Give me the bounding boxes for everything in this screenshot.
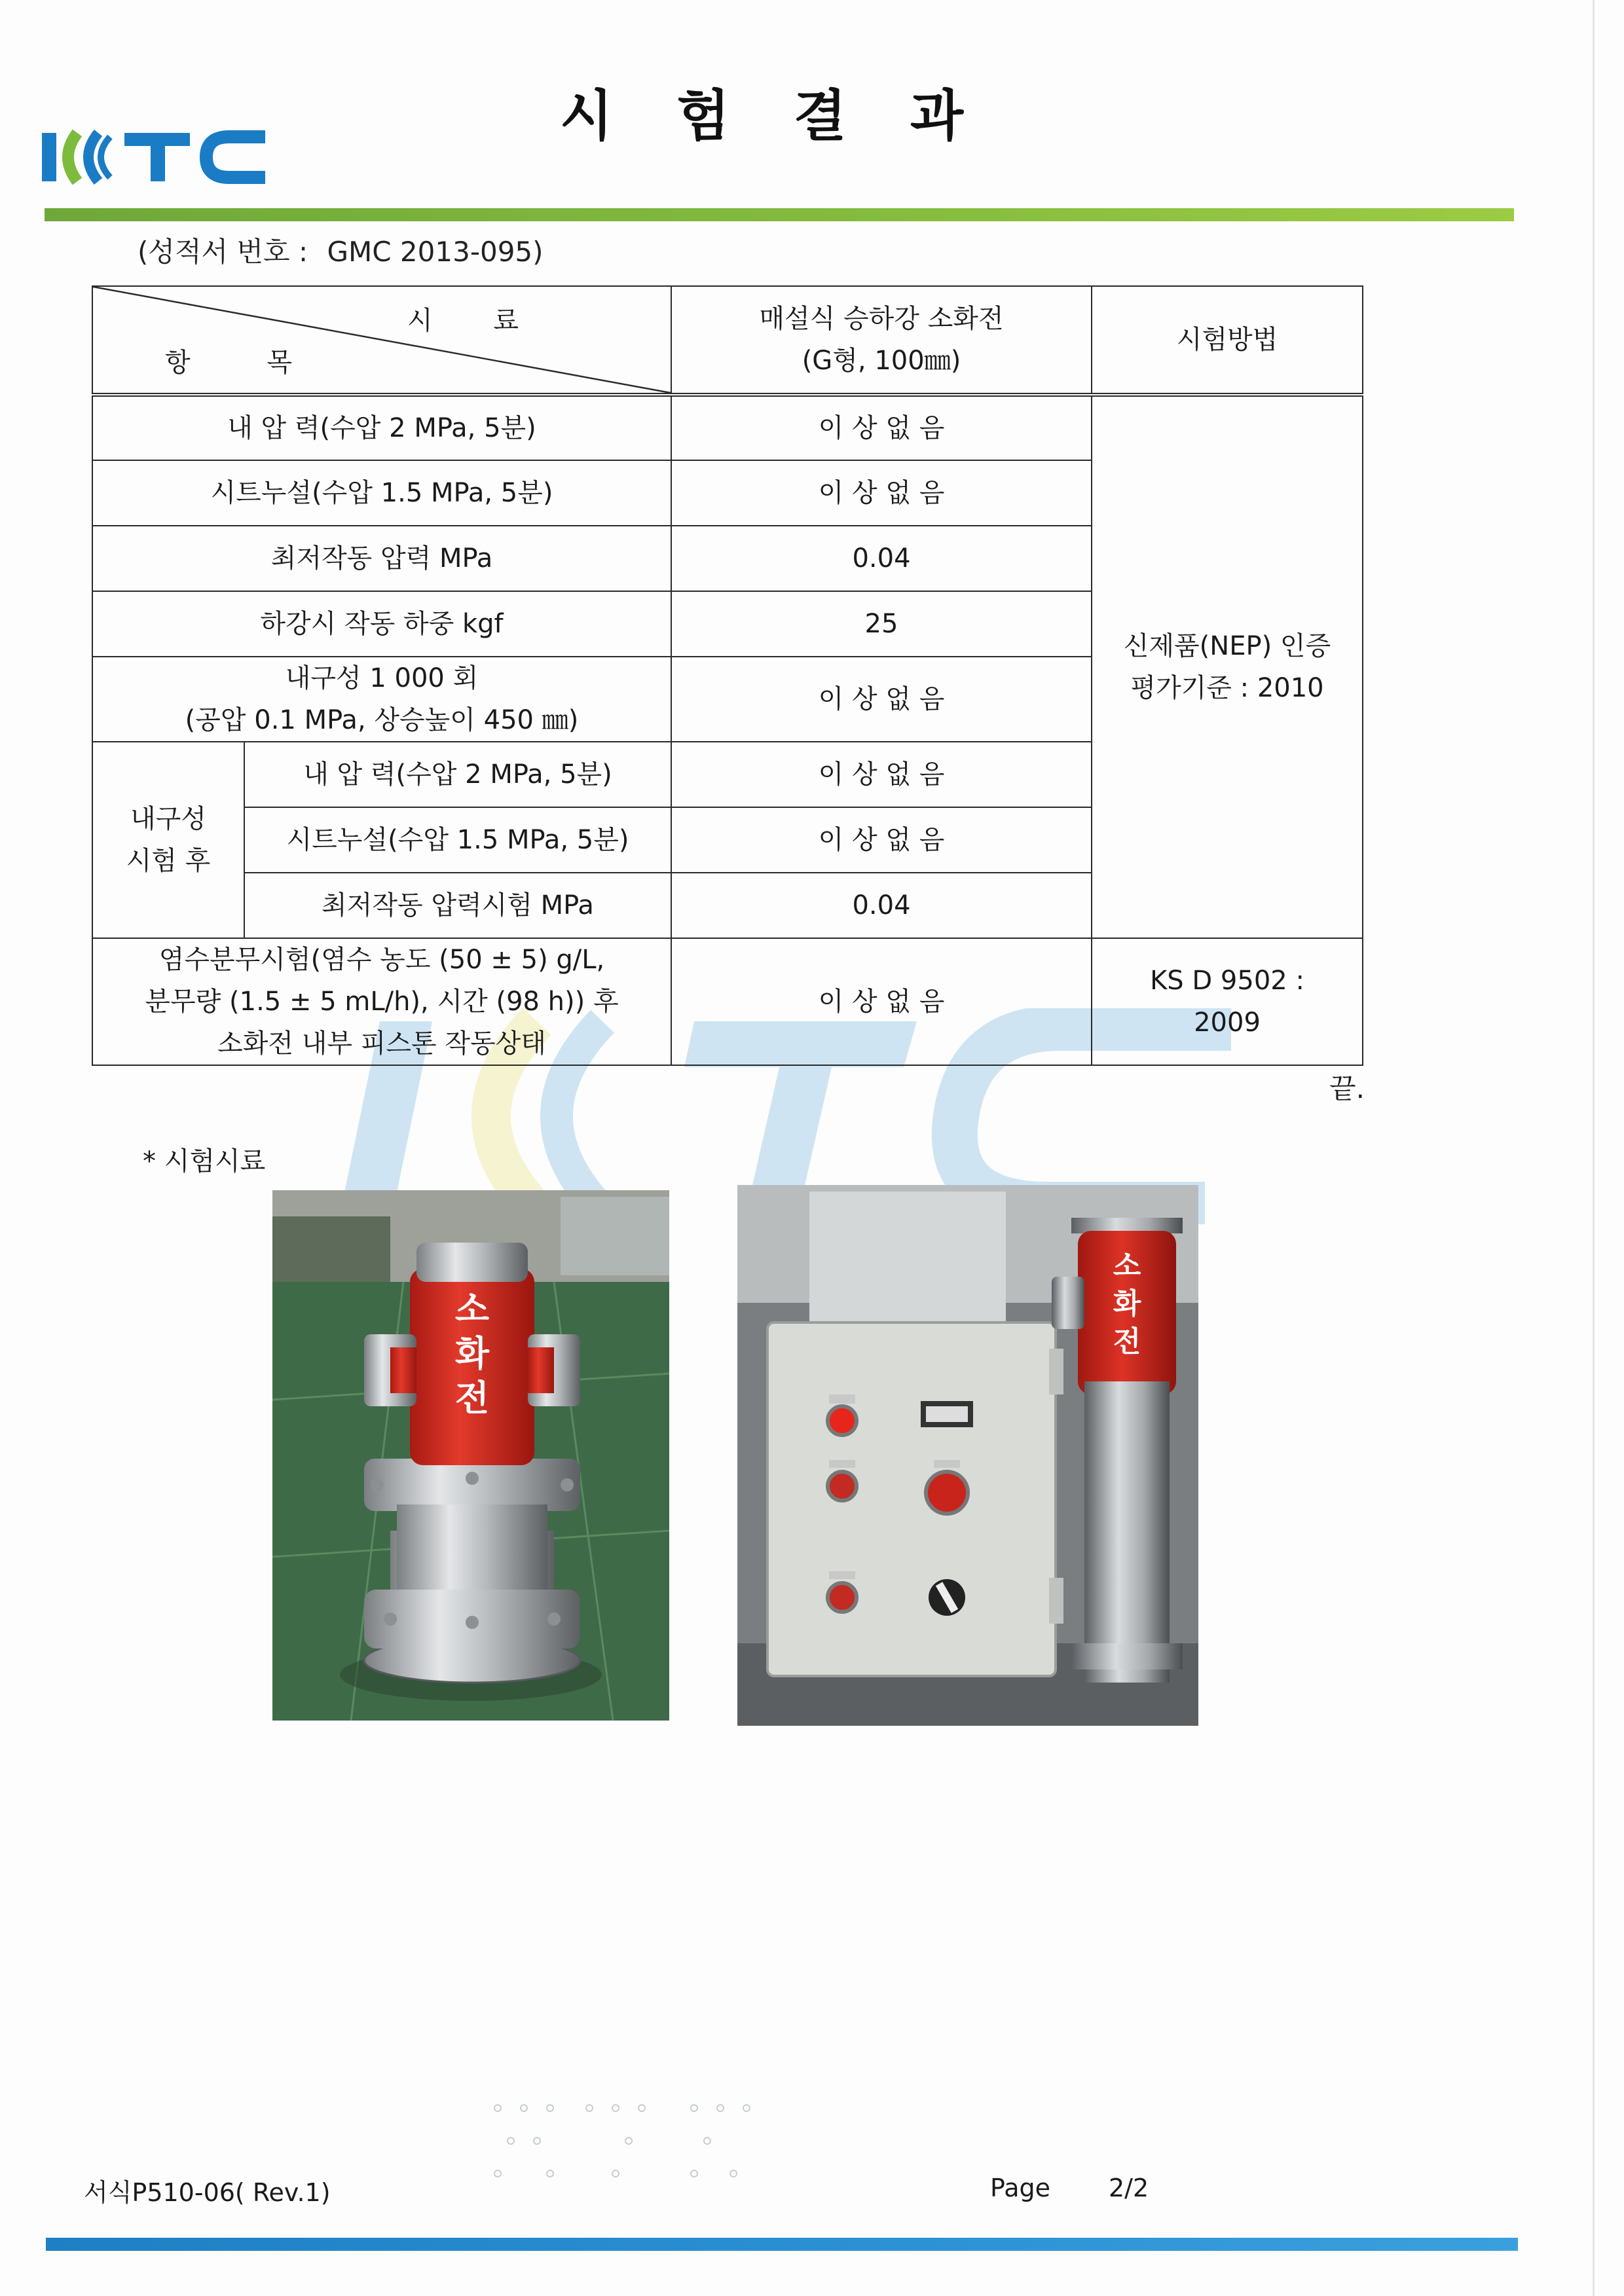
form-number: 서식P510-06( Rev.1) bbox=[84, 2178, 331, 2207]
salt-spray-item bbox=[92, 938, 671, 1065]
row-result: 0.04 bbox=[671, 526, 1092, 591]
table-row bbox=[92, 395, 1363, 460]
row-item bbox=[92, 657, 671, 742]
row-result: 이 상 없 음 bbox=[671, 460, 1092, 526]
results-table bbox=[92, 285, 1363, 1066]
method-main-line1: 신제품(NEP) 인증 bbox=[1123, 631, 1331, 661]
salt-item-line1: 염수분무시험(염수 농도 (50 ± 5) g/L, bbox=[158, 945, 605, 975]
method-header-cell: 시험방법 bbox=[1092, 286, 1363, 395]
page-label: Page bbox=[990, 2174, 1050, 2202]
row-item: 하강시 작동 하중 kgf bbox=[92, 591, 671, 657]
test-panel-photo bbox=[737, 1185, 1198, 1726]
method-main-cell bbox=[1092, 395, 1363, 938]
hydrant-label-3: 전 bbox=[454, 1377, 490, 1419]
faint-dot-pattern bbox=[485, 2095, 760, 2193]
salt-item-line2: 분무량 (1.5 ± 5 mL/h), 시간 (98 h)) 후 bbox=[145, 987, 619, 1017]
salt-method-line1: KS D 9502 : bbox=[1150, 966, 1304, 996]
row-item: 내 압 력(수압 2 MPa, 5분) bbox=[244, 742, 671, 807]
certificate-label: (성적서 번호 : bbox=[138, 236, 308, 268]
salt-spray-method bbox=[1092, 938, 1363, 1065]
header-green-bar bbox=[45, 208, 1514, 221]
row-result: 이 상 없 음 bbox=[671, 395, 1092, 460]
page-title: 시 험 결 과 bbox=[559, 84, 986, 148]
row-item: 최저작동 압력시험 MPa bbox=[244, 873, 671, 938]
row-item: 시트누설(수압 1.5 MPa, 5분) bbox=[244, 807, 671, 873]
row-item: 내 압 력(수압 2 MPa, 5분) bbox=[92, 395, 671, 460]
hydrant-label-1: 소 bbox=[454, 1288, 490, 1330]
end-mark: 끝. bbox=[1329, 1072, 1365, 1104]
product-name: 매설식 승하강 소화전 bbox=[759, 304, 1004, 334]
certificate-number bbox=[138, 230, 554, 270]
salt-item-line3: 소화전 내부 피스톤 작동상태 bbox=[217, 1029, 546, 1059]
row-result: 25 bbox=[671, 591, 1092, 657]
table-row-salt-spray bbox=[92, 938, 1363, 1065]
test-panel-illustration bbox=[737, 1185, 1198, 1726]
product-header-cell bbox=[671, 286, 1092, 395]
sample-caption: * 시험시료 bbox=[143, 1146, 266, 1176]
hydrant-illustration bbox=[272, 1190, 669, 1721]
page-number: 2/2 bbox=[1109, 2174, 1149, 2202]
item-header-label: 항 목 bbox=[165, 348, 326, 378]
page-edge bbox=[1593, 0, 1595, 2296]
sample-header-label: 시 료 bbox=[407, 306, 545, 336]
product-spec: (G형, 100㎜) bbox=[802, 346, 961, 376]
panel-hydrant-label-3: 전 bbox=[1113, 1325, 1141, 1358]
hydrant-photo bbox=[272, 1190, 669, 1721]
panel-hydrant-label-2: 화 bbox=[1113, 1287, 1141, 1321]
group-label-line2: 시험 후 bbox=[126, 846, 211, 876]
after-durability-group-label bbox=[92, 742, 244, 938]
diagonal-header-cell bbox=[92, 286, 671, 395]
footer-blue-bar bbox=[46, 2238, 1518, 2251]
row-result: 0.04 bbox=[671, 873, 1092, 938]
hydrant-label-2: 화 bbox=[454, 1333, 490, 1374]
method-main-line2: 평가기준 : 2010 bbox=[1130, 673, 1324, 703]
panel-hydrant-label-1: 소 bbox=[1113, 1249, 1141, 1283]
row-item-line1: 내구성 1 000 회 bbox=[285, 663, 479, 693]
row-result: 이 상 없 음 bbox=[671, 742, 1092, 807]
salt-method-line2: 2009 bbox=[1194, 1008, 1261, 1038]
group-label-line1: 내구성 bbox=[130, 804, 206, 834]
certificate-value: GMC 2013-095) bbox=[327, 236, 544, 268]
row-result: 이 상 없 음 bbox=[671, 657, 1092, 742]
row-result: 이 상 없 음 bbox=[671, 807, 1092, 873]
row-item: 시트누설(수압 1.5 MPa, 5분) bbox=[92, 460, 671, 526]
salt-spray-result: 이 상 없 음 bbox=[671, 938, 1092, 1065]
table-header-row bbox=[92, 286, 1363, 395]
row-item: 최저작동 압력 MPa bbox=[92, 526, 671, 591]
row-item-line2: (공압 0.1 MPa, 상승높이 450 ㎜) bbox=[185, 705, 579, 735]
